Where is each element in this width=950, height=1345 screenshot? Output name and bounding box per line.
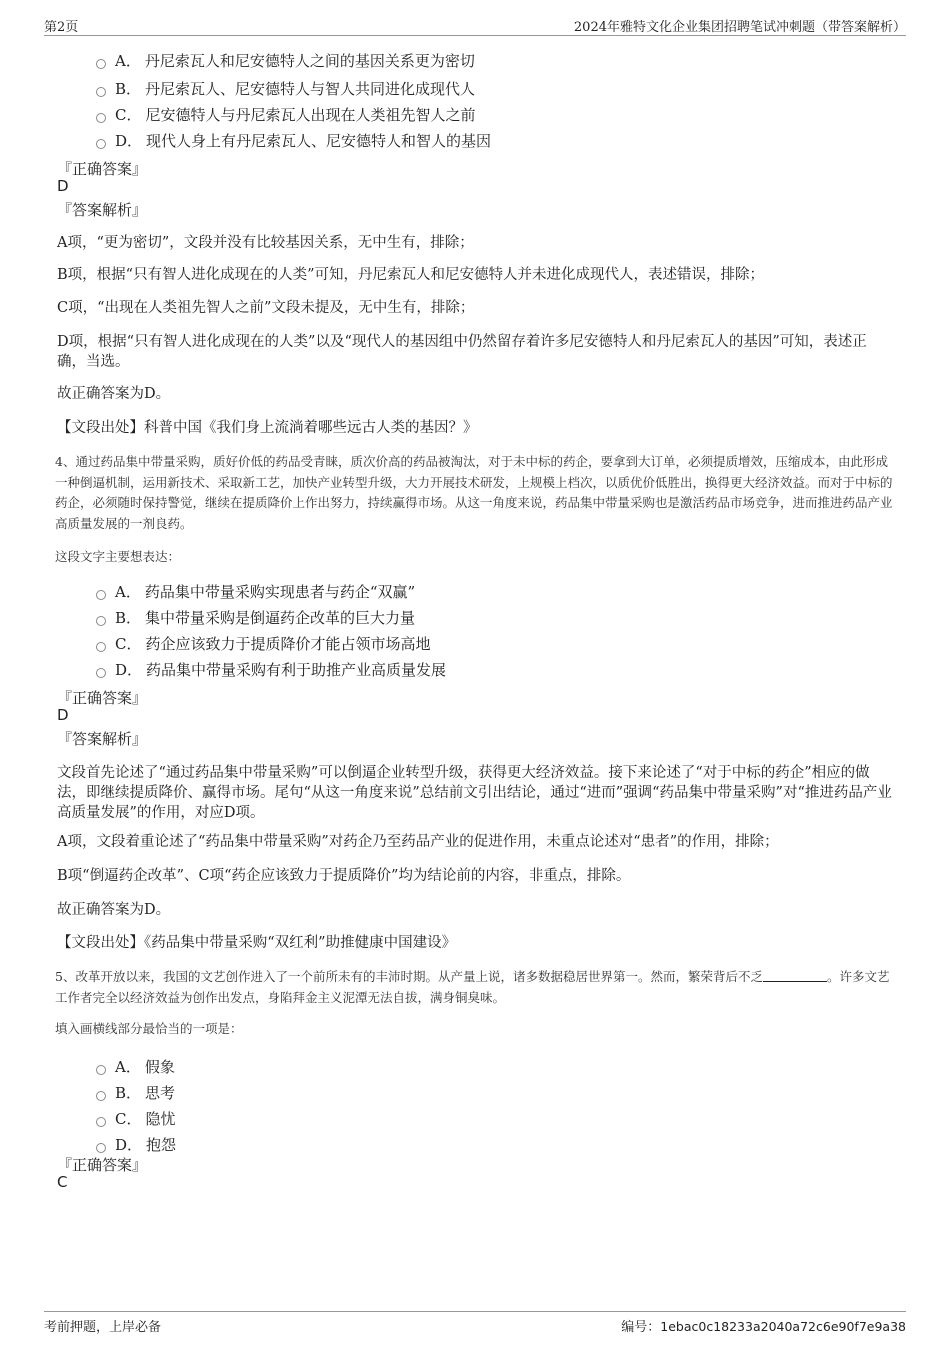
q4-source: 【文段出处】《药品集中带量采购“双红利”助推健康中国建设》 xyxy=(57,935,457,951)
q5-answer-label: 『正确答案』 xyxy=(57,1156,148,1174)
q3-answer: D xyxy=(57,177,69,195)
q4-option-c[interactable]: C． 药企应该致力于提质降价才能占领市场高地 xyxy=(96,633,431,654)
page-footer xyxy=(44,1311,906,1335)
radio-icon[interactable] xyxy=(96,87,106,97)
q4-conclusion: 故正确答案为D。 xyxy=(57,902,171,918)
radio-icon[interactable] xyxy=(96,113,106,123)
q5-option-d[interactable]: D． 抱怨 xyxy=(96,1134,176,1155)
q5-option-b[interactable]: B． 思考 xyxy=(96,1082,175,1103)
radio-icon[interactable] xyxy=(96,668,106,678)
q3-analysis-a: A项，“更为密切”，文段并没有比较基因关系，无中生有，排除； xyxy=(57,235,474,251)
q3-option-b[interactable]: B． 丹尼索瓦人、尼安德特人与智人共同进化成现代人 xyxy=(96,78,475,99)
q4-option-d[interactable]: D． 药品集中带量采购有利于助推产业高质量发展 xyxy=(96,659,446,680)
q4-question: 这段文字主要想表达： xyxy=(55,549,181,564)
page-header xyxy=(44,14,906,36)
q3-analysis-c: C项，“出现在人类祖先智人之前”文段未提及，无中生有，排除； xyxy=(57,300,475,316)
q4-analysis-bc: B项“倒逼药企改革”、C项“药企应该致力于提质降价”均为结论前的内容，非重点，排除。 xyxy=(57,868,631,884)
page-number: 第2页 xyxy=(44,20,79,35)
q3-option-a[interactable]: A． 丹尼索瓦人和尼安德特人之间的基因关系更为密切 xyxy=(96,50,475,71)
document-title: 2024年雅特文化企业集团招聘笔试冲刺题（带答案解析） xyxy=(573,20,906,35)
q4-option-b[interactable]: B． 集中带量采购是倒逼药企改革的巨大力量 xyxy=(96,607,415,628)
radio-icon[interactable] xyxy=(96,1091,106,1101)
q4-answer: D xyxy=(57,706,69,724)
radio-icon[interactable] xyxy=(96,590,106,600)
radio-icon[interactable] xyxy=(96,139,106,149)
radio-icon[interactable] xyxy=(96,616,106,626)
q3-analysis-label: 『答案解析』 xyxy=(57,201,148,219)
radio-icon[interactable] xyxy=(96,1143,106,1153)
q5-option-c[interactable]: C． 隐忧 xyxy=(96,1108,176,1129)
footer-slogan: 考前押题，上岸必备 xyxy=(44,1320,162,1335)
q4-option-a[interactable]: A． 药品集中带量采购实现患者与药企“双赢” xyxy=(96,581,415,602)
q5-option-a[interactable]: A． 假象 xyxy=(96,1056,175,1077)
q3-conclusion: 故正确答案为D。 xyxy=(57,386,171,402)
radio-icon[interactable] xyxy=(96,59,106,69)
q3-answer-label: 『正确答案』 xyxy=(57,160,148,178)
q3-source: 【文段出处】科普中国《我们身上流淌着哪些远古人类的基因？》 xyxy=(57,420,478,436)
q4-analysis-label: 『答案解析』 xyxy=(57,730,148,748)
fill-blank xyxy=(763,970,827,982)
q4-analysis-main: 文段首先论述了“通过药品集中带量采购”可以倒逼企业转型升级，获得更大经济效益。接下来论述了“对于中标的药企”相应的做法，即继续提质降价、赢得市场。尾句“从这一角度来说”总结前文引出结论，通过“进而”强调“药品集中带量采购”对“推进药品产业高质量发展”的作用，对应D项。 xyxy=(57,765,892,821)
q4-analysis-a: A项，文段着重论述了“药品集中带量采购”对药企乃至药品产业的促进作用，未重点论述对“患者”的作用，排除； xyxy=(57,834,779,850)
q5-question: 填入画横线部分最恰当的一项是： xyxy=(55,1021,243,1036)
radio-icon[interactable] xyxy=(96,1117,106,1127)
q5-answer: C xyxy=(57,1173,68,1191)
q3-option-c[interactable]: C． 尼安德特人与丹尼索瓦人出现在人类祖先智人之前 xyxy=(96,104,476,125)
radio-icon[interactable] xyxy=(96,1065,106,1075)
q5-stem: 5、改革开放以来，我国的文艺创作进入了一个前所未有的丰沛时期。从产量上说，诸多数据稳居世界第一。然而，繁荣背后不乏 。许多文艺工作者完全以经济效益为创作出发点，身陷拜金主义泥潭无法自拔，满身铜臭味。 xyxy=(55,969,890,1005)
q3-analysis-d: D项，根据“只有智人进化成现在的人类”以及“现代人的基因组中仍然留存着许多尼安德特人和丹尼索瓦人的基因”可知，表述正确，当选。 xyxy=(57,334,867,370)
radio-icon[interactable] xyxy=(96,642,106,652)
q3-option-d[interactable]: D． 现代人身上有丹尼索瓦人、尼安德特人和智人的基因 xyxy=(96,130,491,151)
document-code: 编号：1ebac0c18233a2040a72c6e90f7e9a38 xyxy=(621,1319,906,1335)
q4-stem: 4、通过药品集中带量采购，质好价低的药品受青睐，质次价高的药品被淘汰，对于未中标的药企，要拿到大订单，必须提质增效，压缩成本，由此形成一种倒逼机制，运用新技术、采取新工艺，加快产业转型升级，大力开展技术研发，上规模上档次，以质优价低胜出，换得更大经济效益。而对于中标的药企，必须随时保持警觉，继续在提质降价上作出努力，持续赢得市场。从这一角度来说，药品集中带量采购也是激活药品市场竞争，进而推进药品产业高质量发展的一剂良药。 xyxy=(55,454,893,531)
q4-answer-label: 『正确答案』 xyxy=(57,689,148,707)
q3-analysis-b: B项，根据“只有智人进化成现在的人类”可知，丹尼索瓦人和尼安德特人并未进化成现代人，表述错误，排除； xyxy=(57,267,764,283)
